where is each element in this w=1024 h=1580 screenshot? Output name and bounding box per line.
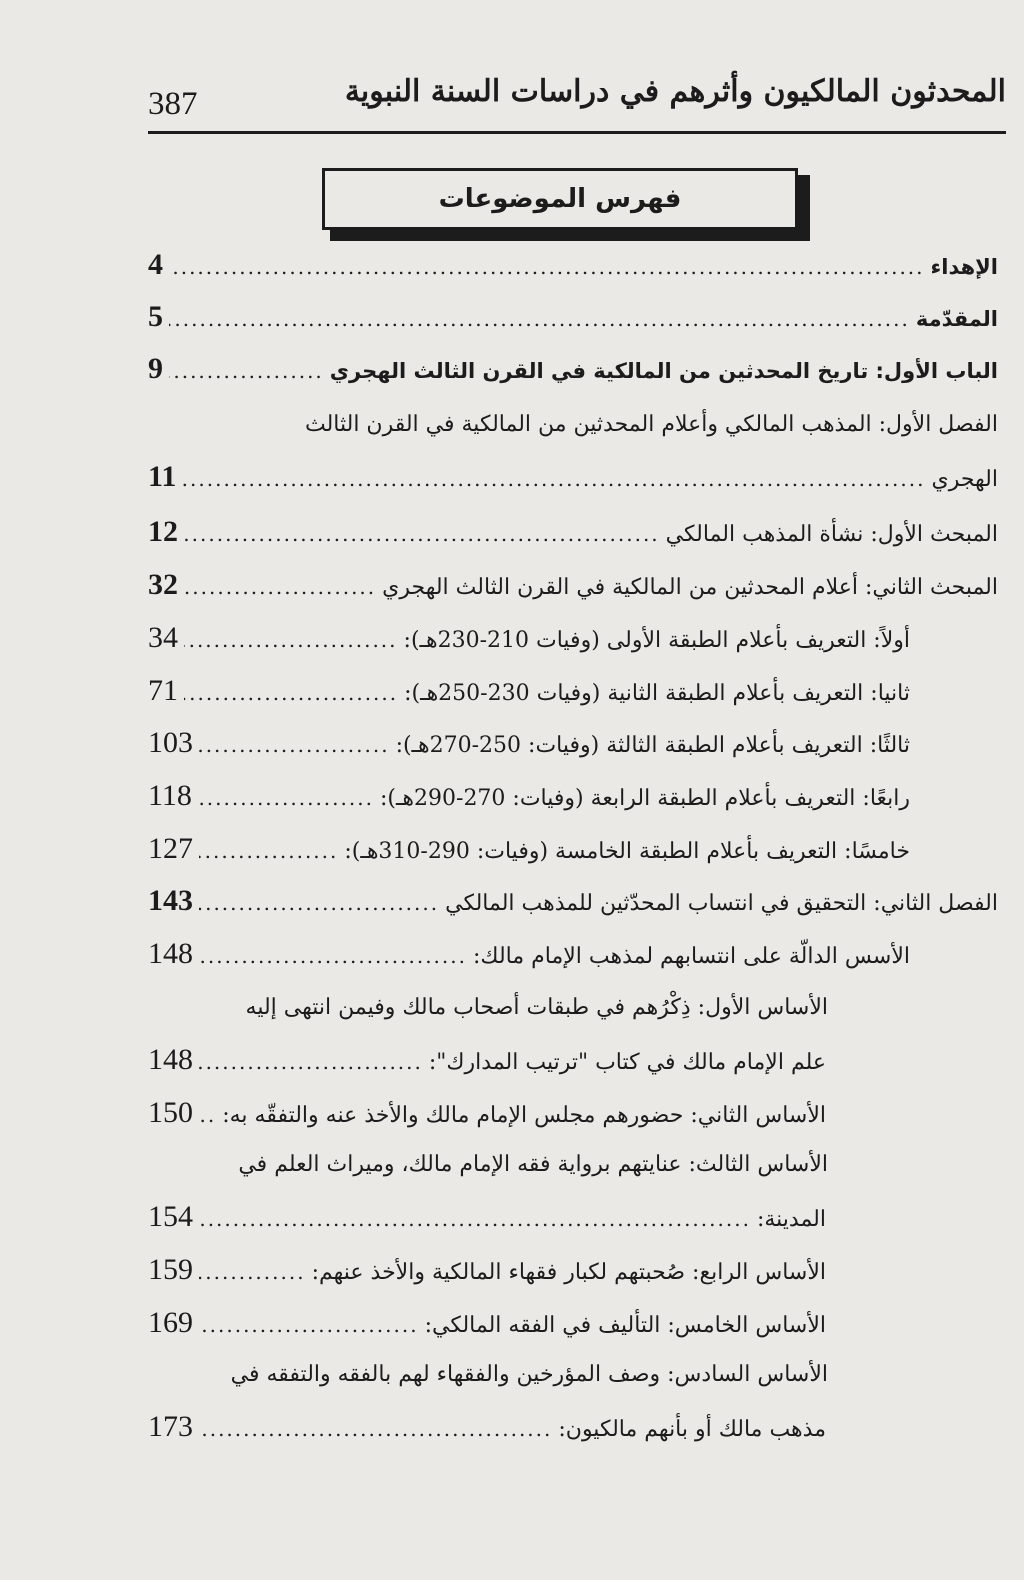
toc-entry-page: 148: [148, 1043, 193, 1076]
toc-entry-page: 148: [148, 937, 193, 970]
toc-entry-page: 32: [148, 568, 178, 601]
toc-entry-label-line1: الأساس السادس: وصف المؤرخين والفقهاء لهم بالفقه والتفقه في: [230, 1362, 828, 1387]
toc-entry: [148, 1253, 826, 1303]
toc-entry-label: علم الإمام مالك في كتاب "ترتيب المدارك":: [428, 1050, 826, 1075]
toc-entry-page: 12: [148, 515, 178, 548]
toc-entry: [148, 1306, 826, 1356]
toc-entry: [148, 779, 910, 829]
dot-leader: [184, 575, 376, 599]
dot-leader: [182, 467, 925, 491]
toc-entry-label: الأساس الرابع: صُحبتهم لكبار فقهاء المالكية والأخذ عنهم:: [311, 1260, 826, 1285]
toc-entry-label: خامسًا: التعريف بأعلام الطبقة الخامسة (وفيات: 290-310هـ):: [344, 839, 910, 864]
dot-leader: [169, 255, 925, 279]
toc-entry-label: المدينة:: [756, 1207, 826, 1232]
toc-entry-label: الأساس الثاني: حضورهم مجلس الإمام مالك والأخذ عنه والتفقّه به:: [222, 1103, 826, 1128]
toc-entry: [148, 568, 998, 618]
toc-entry-label: الإهداء: [930, 255, 998, 279]
toc-entry-page: 143: [148, 884, 193, 917]
toc-entry: [148, 1200, 826, 1250]
toc-entry: [148, 832, 910, 882]
dot-leader: [199, 1313, 419, 1337]
toc-entry-page: 11: [148, 460, 177, 493]
dot-leader: [199, 1050, 423, 1074]
toc-entry-page: 118: [148, 779, 192, 812]
toc-entry-page: 150: [148, 1096, 193, 1129]
dot-leader: [199, 1417, 552, 1441]
toc-entry: [148, 621, 910, 671]
toc-title: فهرس الموضوعات: [438, 184, 682, 214]
toc-entry-page: 127: [148, 832, 193, 865]
toc-entry: [148, 352, 998, 402]
toc-entry-label: ثالثًا: التعريف بأعلام الطبقة الثالثة (وفيات: 250-270هـ):: [395, 733, 910, 758]
dot-leader: [169, 307, 910, 331]
dot-leader: [199, 733, 390, 757]
toc-entry-label-line1: الأساس الثالث: عنايتهم برواية فقه الإمام مالك، وميراث العلم في: [238, 1152, 828, 1177]
dot-leader: [169, 359, 324, 383]
toc-entry: [148, 674, 910, 724]
toc-entry-label: الباب الأول: تاريخ المحدثين من المالكية في القرن الثالث الهجري: [329, 359, 998, 383]
toc-entry-page: 5: [148, 300, 163, 333]
toc-entry-page: 4: [148, 248, 163, 281]
toc-entry: [148, 515, 998, 565]
toc-entry-label: أولاً: التعريف بأعلام الطبقة الأولى (وفيات 210-230هـ):: [403, 628, 910, 653]
running-title: المحدثون المالكيون وأثرهم في دراسات السنة النبوية: [344, 74, 1006, 109]
toc-entry-label: المبحث الأول: نشأة المذهب المالكي: [665, 522, 998, 547]
toc-entry-page: 154: [148, 1200, 193, 1233]
toc-entry: [148, 1043, 826, 1093]
toc-entry: [148, 1096, 826, 1146]
toc-entry-label: الأسس الدالّة على انتسابهم لمذهب الإمام مالك:: [472, 944, 910, 969]
toc-entry-label: مذهب مالك أو بأنهم مالكيون:: [558, 1417, 826, 1442]
toc-entry: [148, 248, 998, 298]
toc-entry-label: رابعًا: التعريف بأعلام الطبقة الرابعة (وفيات: 270-290هـ):: [379, 786, 910, 811]
toc-entry: [148, 726, 910, 776]
toc-entry-page: 103: [148, 726, 193, 759]
toc-entry-page: 169: [148, 1306, 193, 1339]
dot-leader: [184, 522, 660, 546]
toc-entry-page: 173: [148, 1410, 193, 1443]
toc-entry-label: ثانيا: التعريف بأعلام الطبقة الثانية (وفيات 230-250هـ):: [404, 681, 910, 706]
page-number: 387: [148, 86, 198, 122]
toc-entry-label-line1: الأساس الأول: ذِكْرُهم في طبقات أصحاب مالك وفيمن انتهى إليه: [245, 995, 828, 1020]
toc-entry-page: 34: [148, 621, 178, 654]
dot-leader: [184, 681, 398, 705]
toc-entry: [148, 884, 998, 934]
dot-leader: [184, 628, 398, 652]
toc-entry-page: 9: [148, 352, 163, 385]
toc-entry-label: الهجري: [931, 467, 998, 492]
toc-entry: [148, 300, 998, 350]
dot-leader: [199, 891, 439, 915]
dot-leader: [199, 1260, 306, 1284]
toc-entry-page: 71: [148, 674, 178, 707]
dot-leader: [199, 944, 467, 968]
dot-leader: [199, 1103, 216, 1127]
toc-entry-label: الفصل الثاني: التحقيق في انتساب المحدّثين للمذهب المالكي: [445, 891, 998, 916]
dot-leader: [199, 1207, 751, 1231]
toc-entry-label: الأساس الخامس: التأليف في الفقه المالكي:: [424, 1313, 826, 1338]
toc-entry-label: المقدّمة: [915, 307, 998, 331]
toc-entry: [148, 937, 910, 987]
toc-entry-label-line1: الفصل الأول: المذهب المالكي وأعلام المحدثين من المالكية في القرن الثالث: [304, 412, 998, 437]
dot-leader: [198, 786, 374, 810]
toc-entry: [148, 1410, 826, 1460]
toc-entry-page: 159: [148, 1253, 193, 1286]
toc-entry: [148, 460, 998, 510]
toc-entry-label: المبحث الثاني: أعلام المحدثين من المالكية في القرن الثالث الهجري: [382, 575, 998, 600]
dot-leader: [199, 839, 338, 863]
